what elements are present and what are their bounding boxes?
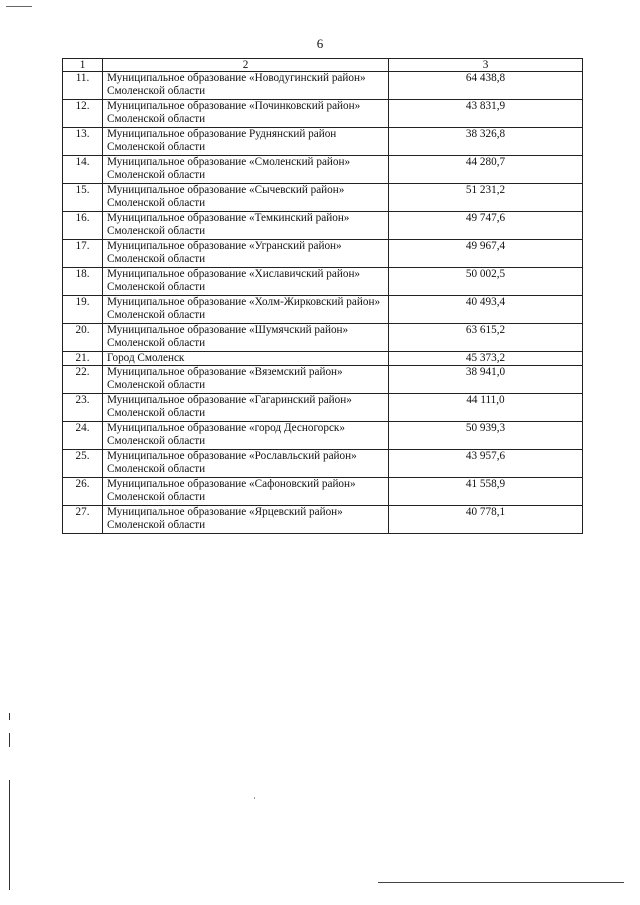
table-row [63,352,583,366]
table-row [63,366,583,394]
row-name: Муниципальное образование «Хиславичский район» Смоленской области [103,268,389,296]
row-value: 38 941,0 [389,366,583,394]
allocation-table [62,58,583,534]
table-row [63,450,583,478]
row-number: 22. [63,366,103,394]
row-value: 43 831,9 [389,100,583,128]
table-row [63,422,583,450]
row-number: 20. [63,324,103,352]
header-col-2: 2 [103,59,389,72]
row-value: 43 957,6 [389,450,583,478]
row-name: Муниципальное образование «Новодугинский район» Смоленской области [103,72,389,100]
row-name: Муниципальное образование «Сычевский район» Смоленской области [103,184,389,212]
table-row [63,156,583,184]
row-number: 11. [63,72,103,100]
row-number: 23. [63,394,103,422]
page-number: 6 [316,36,324,51]
table-row [63,100,583,128]
row-number: 12. [63,100,103,128]
row-value: 50 002,5 [389,268,583,296]
row-number: 25. [63,450,103,478]
row-value: 49 747,6 [389,212,583,240]
row-number: 18. [63,268,103,296]
table-row [63,240,583,268]
scan-artifact-speck [254,797,255,799]
row-number: 16. [63,212,103,240]
table-row [63,72,583,100]
row-number: 26. [63,478,103,506]
table-row [63,506,583,534]
row-number: 13. [63,128,103,156]
row-number: 21. [63,352,103,366]
row-value: 38 326,8 [389,128,583,156]
row-name: Город Смоленск [103,352,389,366]
scan-artifact-margin-1 [9,713,10,720]
table-row [63,268,583,296]
table-row [63,212,583,240]
scan-artifact-top [6,6,32,7]
row-number: 14. [63,156,103,184]
row-number: 24. [63,422,103,450]
header-col-3: 3 [389,59,583,72]
row-name: Муниципальное образование «Угранский район» Смоленской области [103,240,389,268]
table-row [63,394,583,422]
scan-artifact-bottom-line [378,882,624,883]
row-value: 51 231,2 [389,184,583,212]
table-header-row [63,59,583,72]
row-name: Муниципальное образование «Ярцевский район» Смоленской области [103,506,389,534]
row-name: Муниципальное образование «Смоленский район» Смоленской области [103,156,389,184]
table-row [63,184,583,212]
table-row [63,324,583,352]
row-value: 44 111,0 [389,394,583,422]
row-name: Муниципальное образование «Сафоновский район» Смоленской области [103,478,389,506]
row-value: 45 373,2 [389,352,583,366]
row-value: 50 939,3 [389,422,583,450]
row-number: 27. [63,506,103,534]
row-name: Муниципальное образование «Темкинский район» Смоленской области [103,212,389,240]
row-value: 44 280,7 [389,156,583,184]
row-value: 41 558,9 [389,478,583,506]
row-name: Муниципальное образование Руднянский район Смоленской области [103,128,389,156]
row-name: Муниципальное образование «Вяземский район» Смоленской области [103,366,389,394]
table-row [63,478,583,506]
row-name: Муниципальное образование «Гагаринский район» Смоленской области [103,394,389,422]
row-name: Муниципальное образование «Рославльский район» Смоленской области [103,450,389,478]
row-value: 40 778,1 [389,506,583,534]
row-number: 15. [63,184,103,212]
row-number: 19. [63,296,103,324]
table-row [63,296,583,324]
row-value: 63 615,2 [389,324,583,352]
row-value: 64 438,8 [389,72,583,100]
row-name: Муниципальное образование «город Десногорск» Смоленской области [103,422,389,450]
table-row [63,128,583,156]
scan-artifact-margin-3 [9,780,10,890]
row-value: 49 967,4 [389,240,583,268]
row-name: Муниципальное образование «Шумячский район» Смоленской области [103,324,389,352]
header-col-1: 1 [63,59,103,72]
row-value: 40 493,4 [389,296,583,324]
scan-artifact-margin-2 [9,733,10,747]
row-name: Муниципальное образование «Холм-Жирковский район» Смоленской области [103,296,389,324]
row-name: Муниципальное образование «Починковский район» Смоленской области [103,100,389,128]
row-number: 17. [63,240,103,268]
